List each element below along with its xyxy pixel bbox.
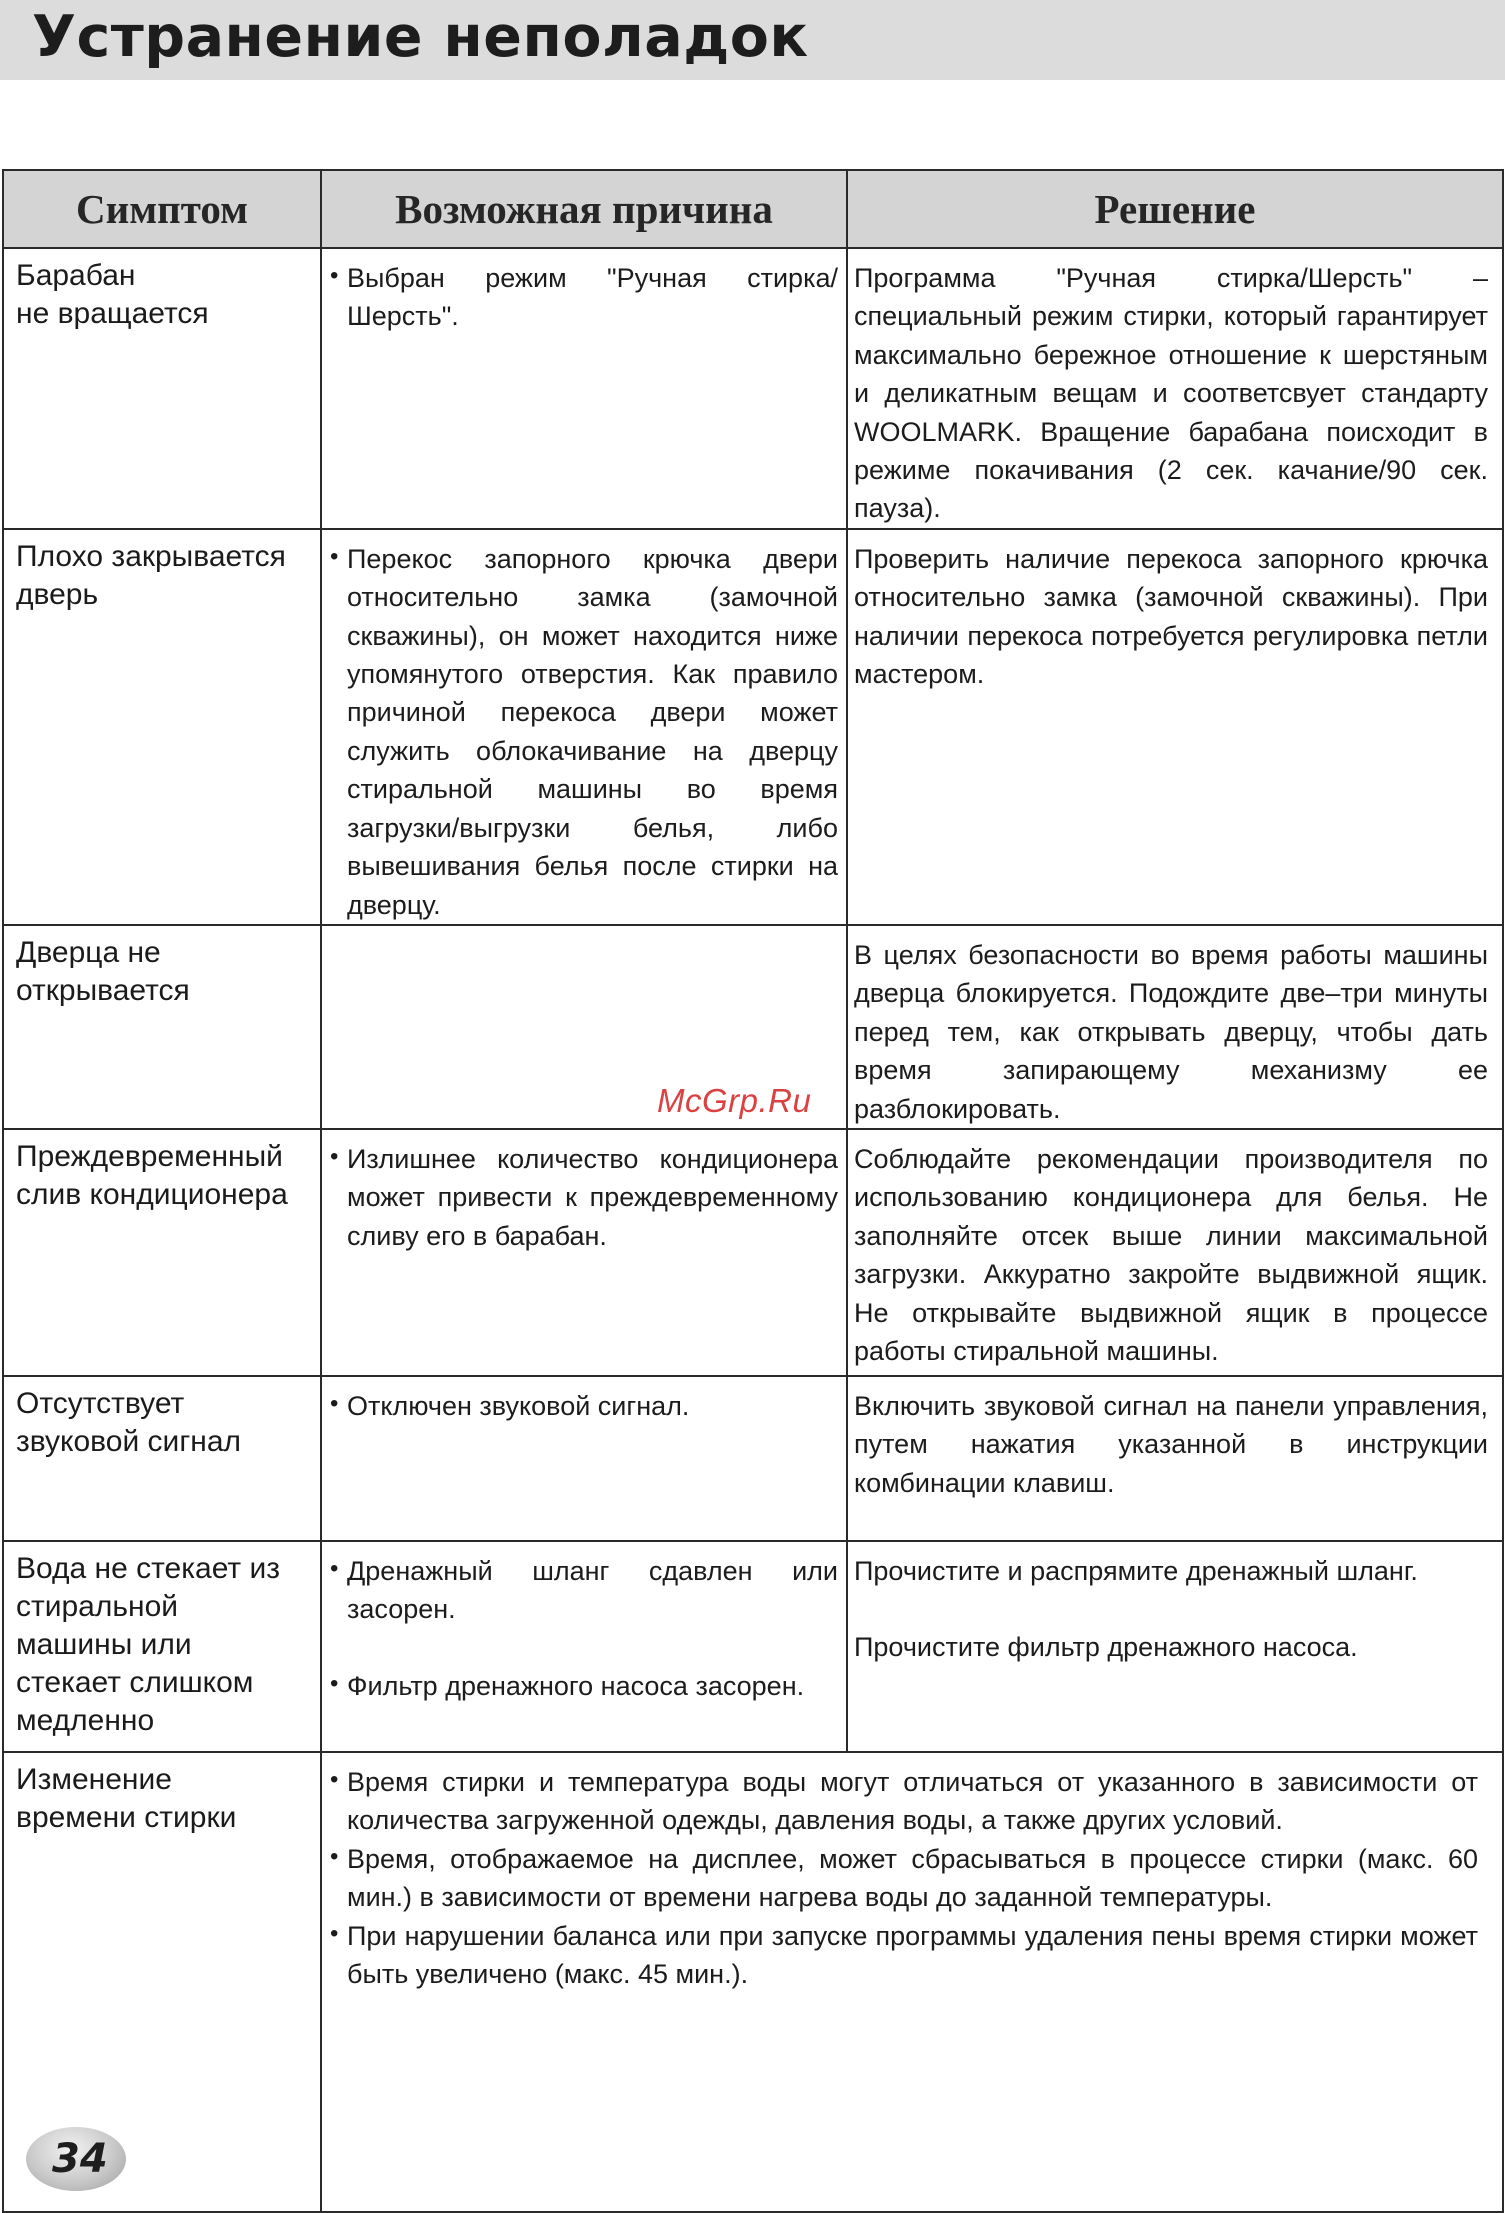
symptom-line: дверь (16, 577, 99, 611)
spacer (854, 1590, 1488, 1628)
symptom-line: Вода не стекает из (16, 1551, 280, 1585)
symptom-line: стиральной (16, 1589, 179, 1623)
symptom-line: времени стирки (16, 1800, 237, 1834)
header-cause: Возможная причина (321, 170, 847, 248)
symptom-line: Барабан (16, 259, 136, 292)
solution-text: Прочистите и распрямите дренажный шланг. (854, 1555, 1418, 1586)
note-bullet: • Время стирки и температура воды могут отличаться от указанного в зависимости от количества загруженной одежды, давления воды, а также других условий. (330, 1763, 1478, 1840)
table-row (3, 248, 1503, 529)
symptom-cell (3, 529, 321, 925)
header-symptom: Симптом (3, 170, 321, 248)
symptom-cell (3, 248, 321, 529)
symptom-line: машины или (16, 1627, 192, 1661)
solution-text: В целях безопасности во время работы машины дверца блокируется. Подождите две–три минуты перед тем, как открывать дверцу, чтобы дать время запирающему механизму ее разблокировать. (854, 939, 1488, 1124)
table-row (3, 1752, 1503, 2212)
solution-cell (847, 529, 1503, 925)
page-number: 34 (52, 2136, 108, 2182)
note-bullet: • Время, отображаемое на дисплее, может сбрасываться в процессе стирки (макс. 60 мин.) в зависимости от времени нагрева воды до заданной температуры. (330, 1840, 1478, 1917)
symptom-cell (3, 925, 321, 1129)
symptom-line: Изменение (16, 1762, 172, 1796)
symptom-line: слив кондиционера (16, 1177, 288, 1211)
cause-bullet: • Фильтр дренажного насоса засорен. (330, 1667, 838, 1705)
symptom-line: стекает слишком (16, 1665, 254, 1699)
solution-text: Включить звуковой сигнал на панели управления, путем нажатия указанной в инструкции комбинации клавиш. (854, 1390, 1488, 1498)
table-row (3, 1129, 1503, 1376)
solution-cell (847, 925, 1503, 1129)
cause-bullet: • Выбран режим "Ручная стирка/Шерсть". (330, 259, 838, 336)
solution-text: Проверить наличие перекоса запорного крючка относительно замка (замочной скважины). При наличии перекоса потребуется регулировка петли мастером. (854, 543, 1488, 690)
note-bullet: • При нарушении баланса или при запуске программы удаления пены время стирки может быть увеличено (макс. 45 мин.). (330, 1917, 1478, 1994)
symptom-line: звуковой сигнал (16, 1424, 242, 1458)
symptom-cell (3, 1541, 321, 1752)
solution-cell (847, 1376, 1503, 1541)
symptom-cell (3, 1376, 321, 1541)
symptom-line: медленно (16, 1703, 155, 1737)
table-row (3, 1541, 1503, 1752)
symptom-line: Отсутствует (16, 1386, 185, 1420)
symptom-line: Плохо закрывается (16, 539, 286, 573)
symptom-line: Дверца не (16, 935, 161, 969)
solution-cell (847, 248, 1503, 529)
symptom-line: не вращается (16, 297, 209, 330)
cause-bullet: • Перекос запорного крючка двери относительно замка (замочной скважины), он может находится ниже упомянутого отверстия. Как правило причиной перекоса двери может служить облокачивание на дверцу стиральной машины во время загрузки/выгрузки белья, либо вывешивания белья после стирки на дверцу. (330, 540, 838, 924)
table-row (3, 1376, 1503, 1541)
spacer (330, 1629, 838, 1667)
cause-cell (321, 248, 847, 529)
header-solution: Решение (847, 170, 1503, 248)
troubleshooting-table (2, 169, 1504, 2213)
solution-text: Программа "Ручная стирка/Шерсть" – специальный режим стирки, который гарантирует максимально бережное отношение к шерстяным и деликатным вещам и соответсвует стандарту WOOLMARK. Вращение барабана поисходит в режиме покачивания (2 сек. качание/90 сек. пауза). (854, 263, 1488, 524)
cause-cell (321, 1541, 847, 1752)
cause-bullet: • Излишнее количество кондиционера может привести к преждевременному сливу его в барабан. (330, 1140, 838, 1255)
page-title: Устранение неполадок (32, 4, 809, 70)
cause-cell (321, 1376, 847, 1541)
cause-cell (321, 529, 847, 925)
title-band (0, 0, 1505, 80)
table-row (3, 529, 1503, 925)
cause-bullet: • Дренажный шланг сдавлен или засорен. (330, 1552, 838, 1629)
symptom-cell (3, 1129, 321, 1376)
solution-text: Прочистите фильтр дренажного насоса. (854, 1632, 1358, 1663)
solution-cell (847, 1541, 1503, 1752)
watermark: McGrp.Ru (657, 1082, 812, 1119)
symptom-line: открывается (16, 973, 190, 1007)
cause-cell (321, 1129, 847, 1376)
cause-bullet: • Отключен звуковой сигнал. (330, 1387, 838, 1425)
notes-cell (321, 1752, 1503, 2212)
solution-text: Соблюдайте рекомендации производителя по использованию кондиционера для белья. Не заполняйте отсек выше линии максимальной загрузки. Аккуратно закройте выдвижной ящик. Не открывайте выдвижной ящик в процессе работы стиральной машины. (854, 1143, 1488, 1366)
symptom-line: Преждевременный (16, 1139, 283, 1173)
header-row (3, 170, 1503, 248)
solution-cell (847, 1129, 1503, 1376)
